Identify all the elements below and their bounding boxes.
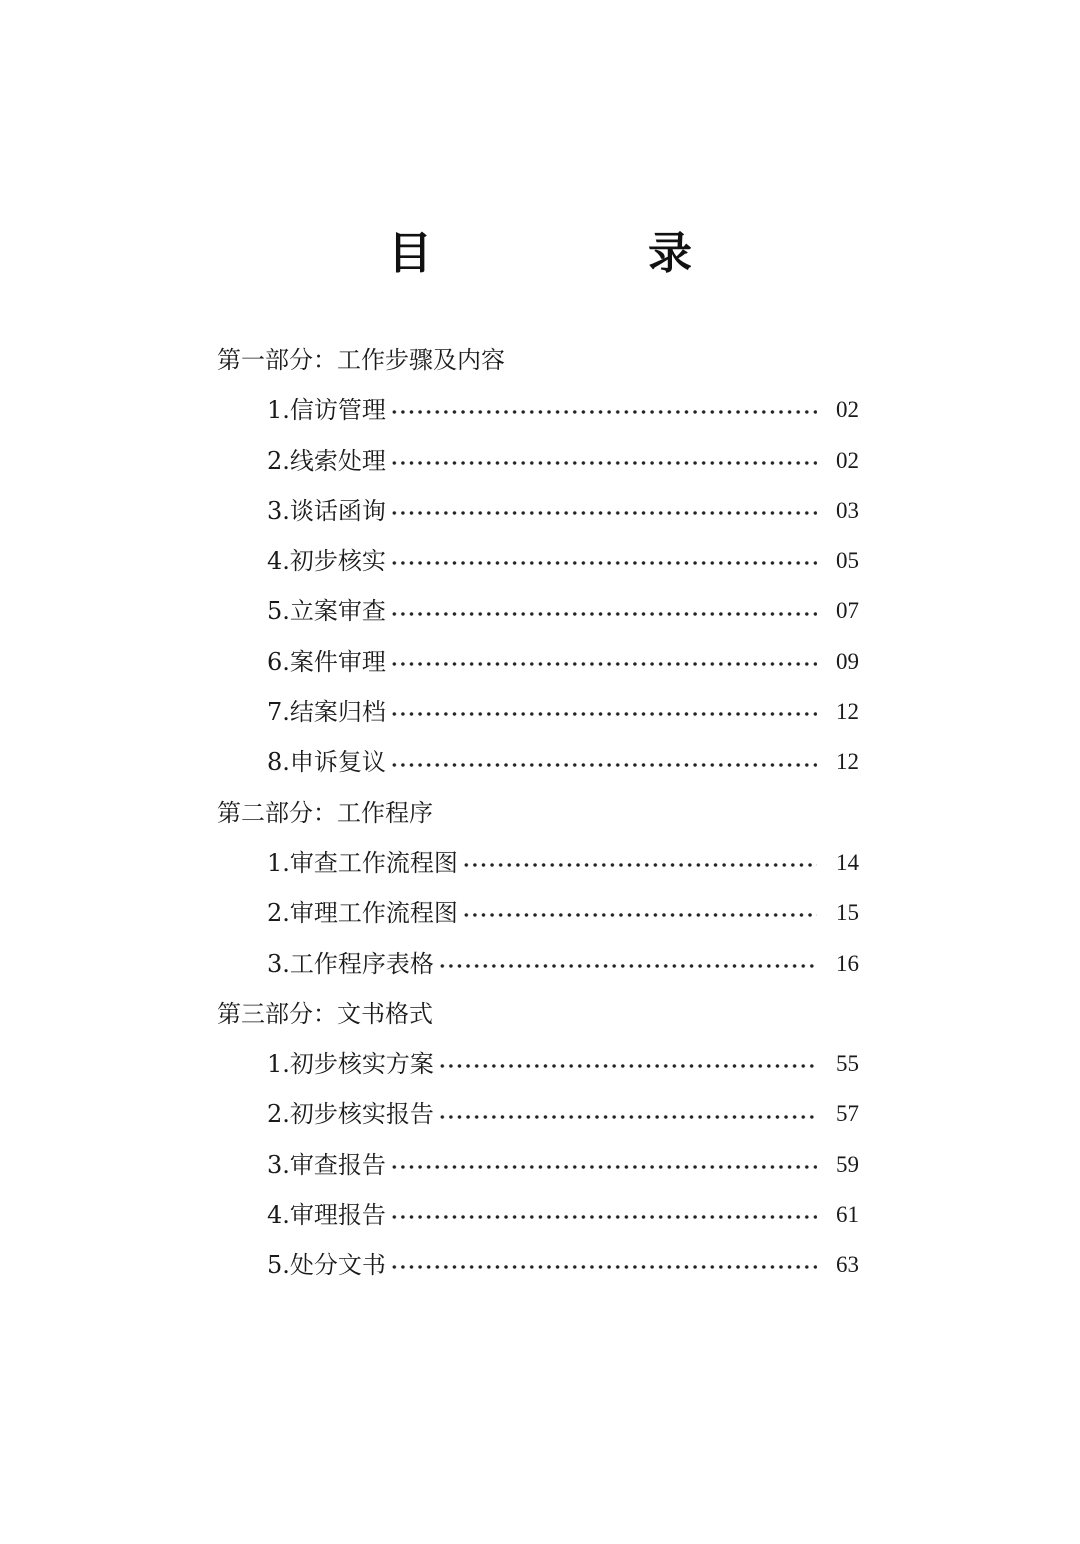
toc-entry-page: 12 — [836, 749, 859, 775]
toc-entry-number: 3. — [267, 949, 290, 978]
dot-leader — [390, 712, 817, 716]
toc-entry[interactable] — [217, 1140, 859, 1190]
dot-leader — [462, 863, 817, 867]
toc-entry[interactable] — [217, 637, 859, 687]
page-title: 目 录 — [388, 228, 778, 279]
toc-entry-label: 审理报告 — [289, 1201, 386, 1230]
toc-entry[interactable] — [217, 536, 859, 586]
toc-entry-page: 07 — [836, 598, 859, 624]
toc-entry-page: 02 — [836, 397, 859, 423]
toc-entry-number: 6. — [267, 647, 290, 676]
toc-entry-label: 审查报告 — [289, 1150, 386, 1179]
toc-entry-label: 线索处理 — [289, 446, 386, 475]
toc-entry-number: 4. — [267, 1201, 290, 1230]
toc-entry[interactable] — [217, 687, 859, 737]
toc-entry-label: 初步核实方案 — [289, 1050, 434, 1079]
table-of-contents — [217, 335, 859, 1291]
toc-entry-page: 15 — [836, 900, 859, 926]
dot-leader — [438, 1064, 817, 1068]
toc-entry-label: 工作程序表格 — [289, 949, 434, 978]
dot-leader — [438, 1115, 817, 1119]
toc-entry-number: 1. — [267, 1050, 290, 1079]
toc-entry-number: 1. — [267, 396, 290, 425]
toc-entry-label: 审理工作流程图 — [289, 899, 458, 928]
toc-entry[interactable] — [217, 1039, 859, 1089]
toc-entry[interactable] — [217, 1190, 859, 1240]
toc-entry-number: 3. — [267, 1150, 290, 1179]
toc-entry[interactable] — [217, 1240, 859, 1290]
toc-entry-number: 7. — [267, 698, 290, 727]
toc-section-heading: 第三部分：文书格式 — [217, 999, 433, 1028]
toc-entry-number: 1. — [267, 848, 290, 877]
toc-entry-page: 61 — [836, 1202, 859, 1228]
dot-leader — [390, 511, 817, 515]
toc-entry-page: 14 — [836, 849, 859, 875]
toc-entry-number: 4. — [267, 547, 290, 576]
toc-entry-page: 09 — [836, 648, 859, 674]
toc-entry-page: 63 — [836, 1252, 859, 1278]
toc-entry-page: 02 — [836, 447, 859, 473]
dot-leader — [390, 561, 817, 565]
toc-entry-number: 5. — [267, 1251, 290, 1280]
toc-entry[interactable] — [217, 838, 859, 888]
toc-entry-number: 3. — [267, 496, 290, 525]
toc-entry-page: 57 — [836, 1101, 859, 1127]
toc-entry[interactable] — [217, 385, 859, 435]
dot-leader — [390, 763, 817, 767]
dot-leader — [390, 662, 817, 666]
toc-entry-label: 申诉复议 — [289, 748, 386, 777]
dot-leader — [390, 461, 817, 465]
toc-entry-label: 初步核实 — [289, 547, 386, 576]
toc-entry-label: 审查工作流程图 — [289, 848, 458, 877]
toc-entry-label: 信访管理 — [289, 396, 386, 425]
dot-leader — [390, 1165, 817, 1169]
toc-entry-label: 处分文书 — [289, 1251, 386, 1280]
toc-section-heading: 第二部分：工作程序 — [217, 798, 433, 827]
toc-entry-number: 5. — [267, 597, 290, 626]
dot-leader — [390, 1265, 817, 1269]
toc-entry[interactable] — [217, 939, 859, 989]
toc-entry-number: 2. — [267, 899, 290, 928]
toc-entry-page: 03 — [836, 497, 859, 523]
toc-entry-label: 结案归档 — [289, 698, 386, 727]
toc-section-heading: 第一部分：工作步骤及内容 — [217, 346, 505, 374]
toc-entry-label: 案件审理 — [289, 647, 386, 676]
dot-leader — [390, 612, 817, 616]
toc-entry[interactable] — [217, 888, 859, 938]
toc-entry[interactable] — [217, 737, 859, 787]
dot-leader — [438, 964, 817, 968]
toc-entry-page: 12 — [836, 699, 859, 725]
toc-entry-label: 谈话函询 — [289, 496, 386, 525]
dot-leader — [390, 410, 817, 414]
dot-leader — [390, 1215, 817, 1219]
toc-entry-page: 16 — [836, 950, 859, 976]
dot-leader — [462, 913, 817, 917]
toc-entry[interactable] — [217, 586, 859, 636]
toc-entry-number: 2. — [267, 1100, 290, 1129]
toc-entry-page: 55 — [836, 1051, 859, 1077]
toc-entry-label: 立案审查 — [289, 597, 386, 626]
toc-entry-number: 2. — [267, 446, 290, 475]
toc-entry[interactable] — [217, 1089, 859, 1139]
toc-entry-number: 8. — [267, 748, 290, 777]
toc-entry-page: 05 — [836, 548, 859, 574]
toc-entry-page: 59 — [836, 1151, 859, 1177]
toc-entry[interactable] — [217, 486, 859, 536]
toc-entry[interactable] — [217, 436, 859, 486]
toc-entry-label: 初步核实报告 — [289, 1100, 434, 1129]
